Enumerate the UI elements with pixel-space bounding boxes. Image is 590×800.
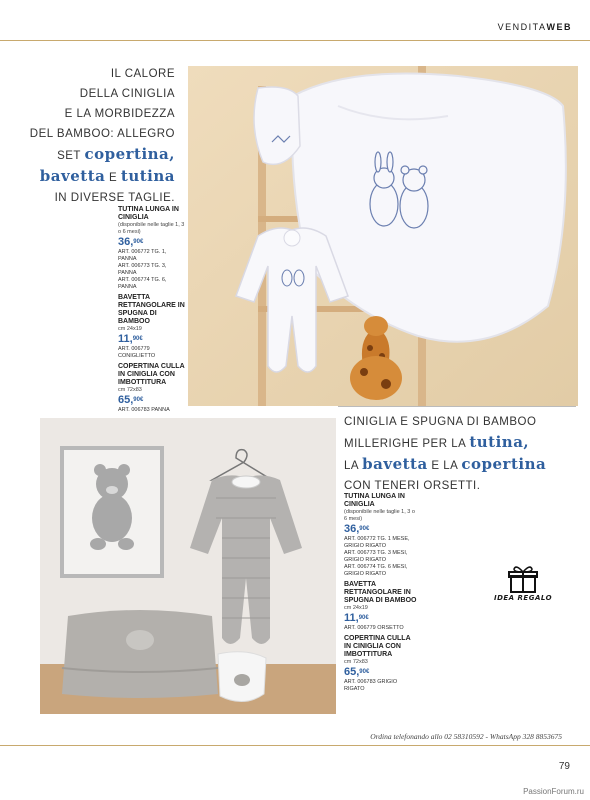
product-bavetta: BAVETTA RETTANGOLARE IN SPUGNA DI BAMBOO cm 24x19 11,$^{90€}$ ART. 006779 CONIGLIETTO (118, 294, 185, 359)
gift-icon (492, 564, 554, 594)
product-bavetta: BAVETTA RETTANGOLARE IN SPUGNA DI BAMBOO cm 24x19 11,$^{90€}$ ART. 006779 ORSETTO (344, 581, 417, 631)
watermark: PassionForum.ru (523, 787, 584, 796)
page-number: 79 (558, 761, 570, 772)
section-tag: VENDITAWEB (497, 22, 572, 32)
product-price: 11,$^{90€}$ (344, 612, 369, 624)
product-name: BAVETTA RETTANGOLARE IN SPUGNA DI BAMBOO (118, 294, 185, 325)
product-name: COPERTINA CULLA IN CINIGLIA CON IMBOTTITURA (118, 363, 185, 386)
product-copertina: COPERTINA CULLA IN CINIGLIA CON IMBOTTITURA cm 72x83 65,$^{90€}$ ART. 006783 PANNA (118, 363, 185, 413)
product-price: 36,$^{90€}$ (118, 236, 144, 248)
product-tutina: TUTINA LUNGA IN CINIGLIA (disponibile nelle taglie 1, 3 o 6 mesi) 36,$^{90€}$ ART. 006772 TG. 1, PANNA ART. 006773 TG. 3, PANNA ART. 006774 TG. 6, PANNA (118, 206, 185, 290)
product-list-1 (118, 206, 186, 417)
product-name: BAVETTA RETTANGOLARE IN SPUGNA DI BAMBOO (344, 581, 417, 604)
product-copertina: COPERTINA CULLA IN CINIGLIA CON IMBOTTITURA cm 72x83 65,$^{90€}$ ART. 006783 GRIGIO RIGATO (344, 635, 418, 693)
product-price: 36,$^{90€}$ (344, 523, 370, 535)
product-name: TUTINA LUNGA IN CINIGLIA (344, 493, 405, 508)
section2-divider (338, 406, 576, 407)
product-price: 65,$^{90€}$ (344, 666, 370, 678)
product-tutina: TUTINA LUNGA IN CINIGLIA (disponibile nelle taglie 1, 3 o 6 mesi) 36,$^{90€}$ ART. 006772 TG. 1 MESE, GRIGIO RIGATO ART. 006773 TG. 3 MESI, GRIGIO RIGATO ART. 006774 TG. 6 MESI, GRIGIO RIGATO (344, 493, 418, 578)
product-photo-grey-set (40, 418, 336, 714)
headline-2: CINIGLIA E SPUGNA DI BAMBOO MILLERIGHE PER LA tutina, LA bavetta E LA copertina CON TENERI ORSETTI. (344, 416, 547, 492)
product-photo-cream-set (188, 66, 578, 406)
product-name: COPERTINA CULLA IN CINIGLIA CON IMBOTTITURA (344, 635, 411, 658)
product-list-2 (344, 493, 418, 696)
top-divider (0, 40, 590, 41)
product-price: 11,$^{90€}$ (118, 333, 143, 345)
gift-badge: IDEA REGALO (492, 564, 554, 614)
footer-divider (0, 745, 590, 746)
headline-1: IL CALORE DELLA CINIGLIA E LA MORBIDEZZA DEL BAMBOO: ALLEGRO SET copertina, bavetta E tutina IN DIVERSE TAGLIE. (29, 68, 175, 204)
product-name: TUTINA LUNGA IN CINIGLIA (118, 206, 179, 221)
product-price: 65,$^{90€}$ (118, 394, 144, 406)
order-info: Ordina telefonando allo 02 58310592 - WhatsApp 328 8853675 (370, 732, 562, 741)
